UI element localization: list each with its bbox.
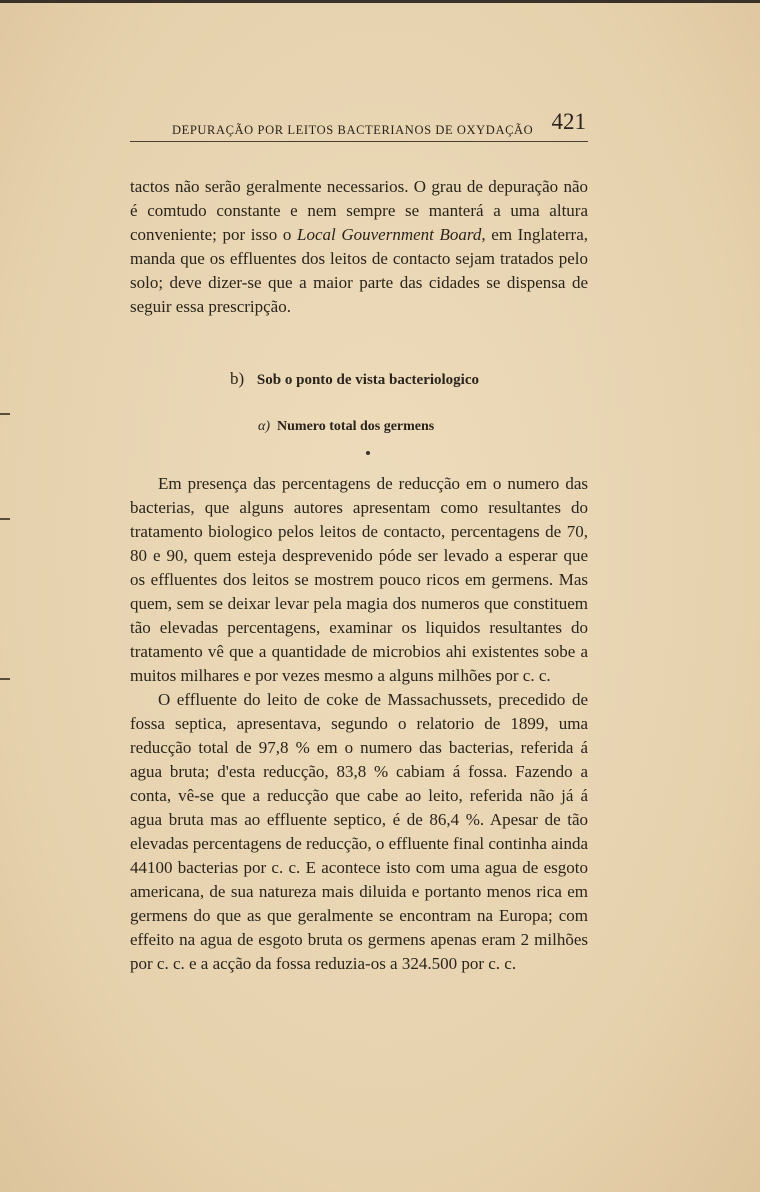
page-edge-mark bbox=[0, 518, 10, 520]
italic-organization-name: Local Gouvernment Board bbox=[297, 225, 482, 244]
paragraph-3-part: em o numero das bacterias, referida á agua bruta; d'esta reducção, 83,8 bbox=[130, 738, 589, 781]
paragraph-2: Em presença das percentagens de reducção em o numero das bacterias, que alguns autores apresentam como resultantes do tratamento biologico pelos leitos de contacto, percentagens de 70, 80 e 90, quem esteja desprevenido póde ser levado a esperar que os effluentes dos leitos se mostrem pouco ricos em germens. Mas quem, sem se deixar levar pela magia dos numeros que constituem tão elevadas percentagens, examinar os liquidos resultantes do tratamento vê que a quantidade de microbios ahi existentes sobe a muitos milhares e por vezes mesmo a alguns milhões por c. c. bbox=[130, 474, 588, 685]
page-header bbox=[130, 109, 588, 142]
subsection-title: Numero total dos germens bbox=[277, 419, 435, 434]
section-heading-b bbox=[230, 369, 479, 389]
page-edge-mark bbox=[0, 413, 10, 415]
page-number: 421 bbox=[551, 109, 586, 134]
section-title: Sob o ponto de vista bacteriologico bbox=[256, 372, 480, 388]
percent-sign: % bbox=[295, 738, 310, 757]
paragraph-group bbox=[130, 472, 588, 976]
percent-sign: % bbox=[465, 810, 480, 829]
paragraph-3-part: cabiam á fossa. Fazendo a conta, vê-se que a reducção que cabe ao leito, referida não já á agua bruta mas ao effluente septico, é de 86,4 bbox=[130, 762, 589, 829]
page-edge-mark bbox=[0, 678, 10, 680]
section-marker: b) bbox=[230, 369, 245, 388]
subsection-marker: α) bbox=[258, 419, 271, 434]
print-speck bbox=[366, 451, 370, 455]
paragraph-3-part: . Apesar de tão elevadas percentagens de reducção, o effluente final continha ainda 44100 bacterias por c. c. E acontece isto com uma agua de esgoto americana, de sua natureza mais diluida e portanto menos rica em germens do que as que geralmente se encontram na Europa; com effeito na agua de esgoto bruta os germens apenas eram 2 milhões por c. c. e a acção da fossa reduzia-os a 324.500 por c. c. bbox=[130, 810, 588, 973]
percent-sign: % bbox=[373, 762, 389, 781]
paragraph-1-text: tactos não serão geralmente necessarios. O grau de depuração não é comtudo constante e nem sempre se manterá a uma altura conveniente; por isso o bbox=[130, 177, 588, 244]
running-head: DEPURAÇÃO POR LEITOS BACTERIANOS DE OXYDAÇÃO bbox=[172, 123, 534, 137]
paragraph-1 bbox=[130, 175, 588, 319]
paragraph-3 bbox=[130, 688, 588, 976]
paragraph-3-part: O effluente do leito de coke de Massachussets, precedido de fossa septica, apresentava, segundo o relatorio de 1899, uma reducção total de 97,8 bbox=[130, 690, 588, 757]
paragraph-1-text-end: , em Inglaterra, manda que os effluentes dos leitos de contacto sejam tratados pelo solo; deve dizer-se que a maior parte das cidades se dispensa de seguir essa prescripção. bbox=[130, 225, 588, 316]
subsection-heading-alpha bbox=[258, 419, 434, 435]
